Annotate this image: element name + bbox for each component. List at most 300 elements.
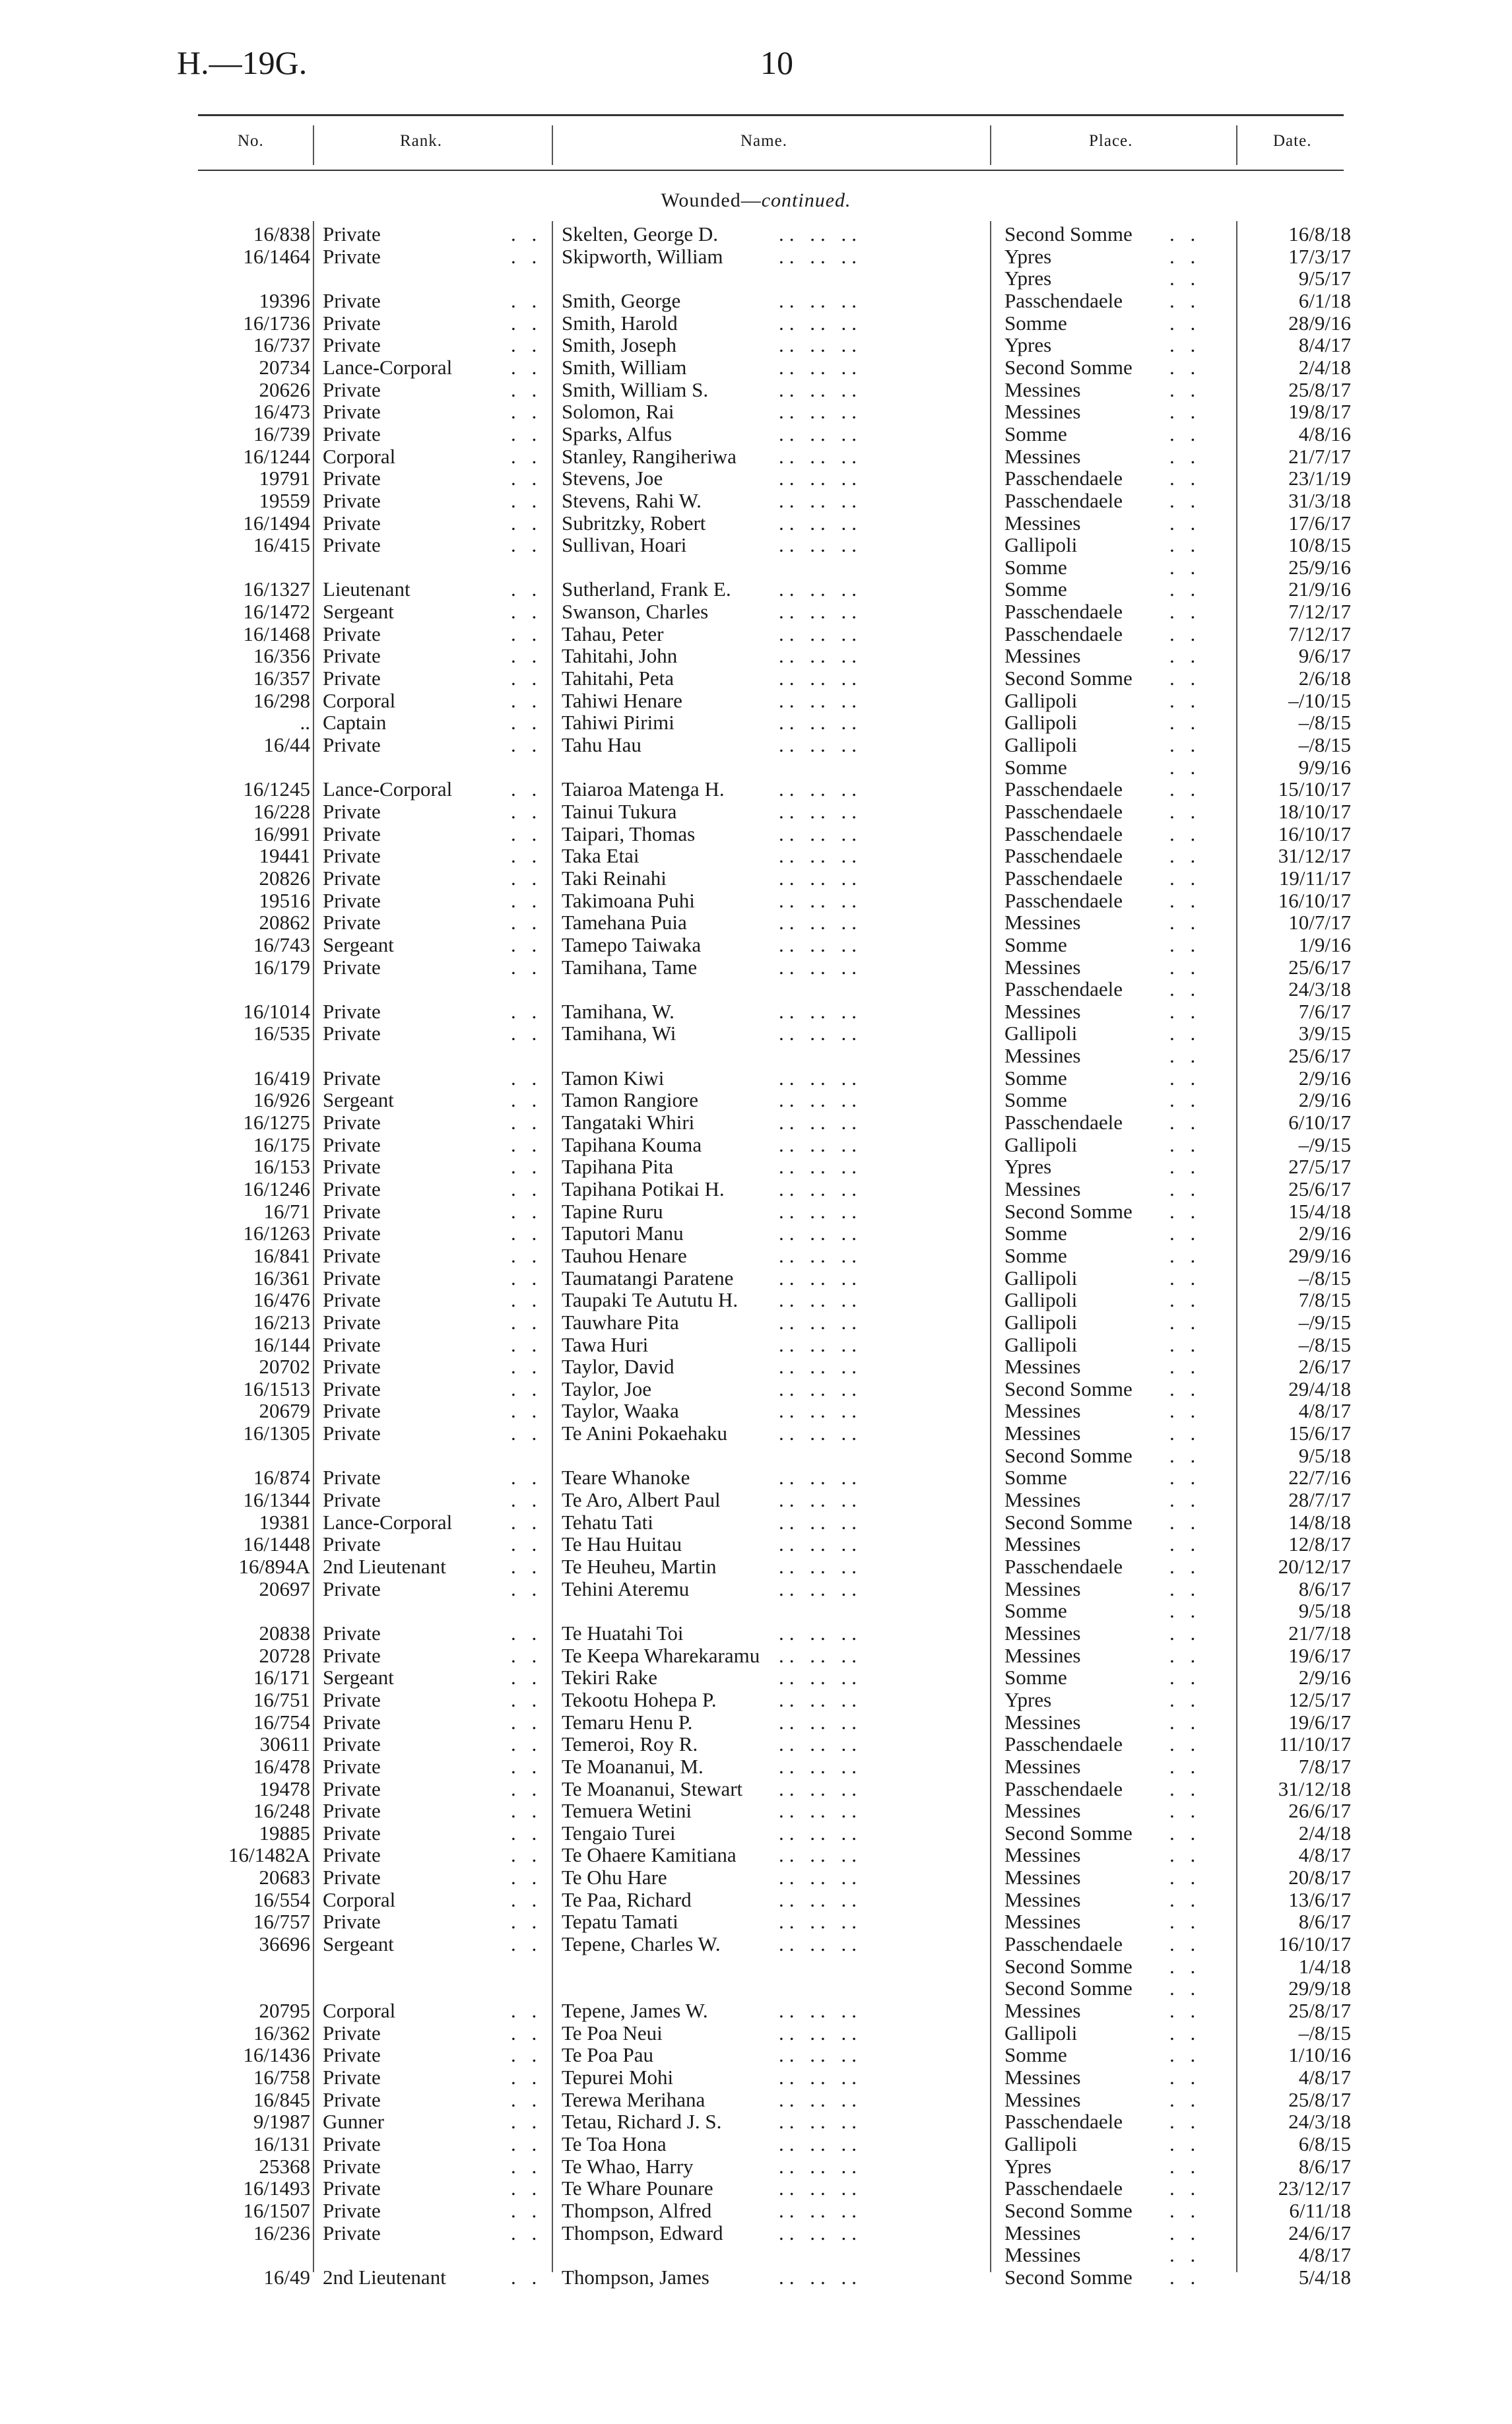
leader-dots: .. .. .. (779, 1266, 862, 1290)
entry-number: 16/739 (253, 422, 310, 445)
entry-place: Second Somme (1004, 1377, 1133, 1400)
entry-number: 16/1344 (243, 1488, 310, 1512)
leader-dots: .. .. .. (779, 911, 862, 934)
leader-dots: . . (511, 688, 542, 712)
entry-rank: Private (323, 2221, 381, 2244)
table-row (0, 1556, 1512, 1577)
leader-dots: . . (1169, 577, 1201, 601)
entry-rank: Private (323, 1466, 381, 1490)
table-row (0, 1733, 1512, 1755)
table-row (0, 467, 1512, 489)
leader-dots: . . (1169, 999, 1201, 1023)
entry-place: Passchendaele (1004, 799, 1123, 823)
entry-rank: Lance-Corporal (323, 777, 453, 801)
leader-dots: .. .. .. (779, 1155, 862, 1179)
entry-name: Tamehana Puia (562, 911, 687, 934)
leader-dots: . . (511, 1377, 542, 1400)
entry-rank: Private (323, 1155, 381, 1179)
table-row (0, 1200, 1512, 1222)
leader-dots: . . (1169, 688, 1201, 712)
entry-date: 12/5/17 (1288, 1687, 1351, 1711)
table-row (0, 2022, 1512, 2044)
leader-dots: . . (511, 1199, 542, 1223)
leader-dots: . . (1169, 2110, 1201, 2134)
entry-number: 16/473 (253, 400, 310, 424)
entry-place: Passchendaele (1004, 1777, 1123, 1800)
entry-date: 6/1/18 (1298, 288, 1351, 312)
entry-rank: Private (323, 1199, 381, 1223)
table-row (0, 1445, 1512, 1466)
entry-rank: Private (323, 1488, 381, 1512)
entry-date: 24/3/18 (1288, 2110, 1351, 2134)
entry-name: Taumatangi Paratene (562, 1266, 734, 1290)
entry-date: 2/6/18 (1298, 667, 1351, 690)
table-row (0, 1178, 1512, 1200)
leader-dots: . . (1169, 2243, 1201, 2267)
entry-number: 16/535 (253, 1022, 310, 1045)
leader-dots: .. .. .. (779, 1510, 862, 1534)
entry-place: Gallipoli (1004, 2132, 1078, 2155)
entry-number: 16/751 (253, 1687, 310, 1711)
column-header-rank: Rank. (400, 132, 443, 150)
entry-name: Tamihana, Wi (562, 1022, 676, 1045)
leader-dots: . . (1169, 1643, 1201, 1667)
entry-place: Ypres (1004, 244, 1052, 268)
entry-number: 19381 (259, 1510, 310, 1534)
table-row (0, 1245, 1512, 1266)
entry-name: Terewa Merihana (562, 2087, 706, 2111)
leader-dots: . . (511, 888, 542, 912)
leader-dots: .. .. .. (779, 377, 862, 401)
leader-dots: . . (1169, 1910, 1201, 1934)
entry-date: 22/7/16 (1288, 1466, 1351, 1490)
leader-dots: .. .. .. (779, 1222, 862, 1245)
leader-dots: . . (511, 799, 542, 823)
leader-dots: .. .. .. (779, 511, 862, 535)
entry-rank: Private (323, 1288, 381, 1312)
leader-dots: . . (511, 288, 542, 312)
leader-dots: . . (1169, 1932, 1201, 1955)
entry-date: 7/8/17 (1298, 1754, 1351, 1778)
entry-name: Smith, William S. (562, 377, 709, 401)
entry-place: Messines (1004, 1754, 1081, 1778)
entry-place: Ypres (1004, 267, 1052, 290)
leader-dots: .. .. .. (779, 1488, 862, 1512)
entry-rank: Private (323, 1177, 381, 1200)
leader-dots: . . (511, 1466, 542, 1490)
entry-name: Tapihana Potikai H. (562, 1177, 725, 1200)
leader-dots: . . (511, 355, 542, 379)
entry-name: Subritzky, Robert (562, 511, 706, 535)
leader-dots: . . (1169, 288, 1201, 312)
leader-dots: .. .. .. (779, 1732, 862, 1756)
leader-dots: .. .. .. (779, 1555, 862, 1578)
entry-rank: Corporal (323, 444, 396, 468)
table-row (0, 801, 1512, 822)
table-row (0, 290, 1512, 311)
entry-name: Stanley, Rangiheriwa (562, 444, 737, 468)
entry-number: 36696 (259, 1932, 310, 1955)
entry-name: Taipari, Thomas (562, 822, 696, 845)
leader-dots: .. .. .. (779, 222, 862, 246)
table-row (0, 1600, 1512, 1621)
entry-name: Thompson, Edward (562, 2221, 723, 2244)
table-row (0, 1222, 1512, 1244)
leader-dots: .. .. .. (779, 777, 862, 801)
leader-dots: . . (511, 1243, 542, 1267)
leader-dots: . . (511, 2221, 542, 2244)
leader-dots: . . (1169, 467, 1201, 490)
entry-rank: Private (323, 1266, 381, 1290)
table-row (0, 1533, 1512, 1555)
leader-dots: . . (1169, 1599, 1201, 1623)
entry-name: Sullivan, Hoari (562, 533, 687, 557)
entry-place: Ypres (1004, 333, 1052, 357)
entry-date: 20/8/17 (1288, 1866, 1351, 1889)
leader-dots: . . (1169, 400, 1201, 424)
entry-number: 16/357 (253, 667, 310, 690)
leader-dots: . . (1169, 1555, 1201, 1578)
leader-dots: . . (1169, 1111, 1201, 1134)
entry-place: Messines (1004, 400, 1081, 424)
leader-dots: .. .. .. (779, 799, 862, 823)
leader-dots: .. .. .. (779, 400, 862, 424)
entry-place: Messines (1004, 1887, 1081, 1911)
entry-rank: Private (323, 2198, 381, 2222)
table-row (0, 1267, 1512, 1289)
leader-dots: .. .. .. (779, 1577, 862, 1600)
entry-place: Gallipoli (1004, 1266, 1078, 1290)
entry-rank: Sergeant (323, 1932, 394, 1955)
entry-name: Tepene, James W. (562, 1999, 708, 2022)
leader-dots: .. .. .. (779, 600, 862, 623)
leader-dots: . . (1169, 1687, 1201, 1711)
leader-dots: . . (511, 1266, 542, 1290)
leader-dots: .. .. .. (779, 1710, 862, 1734)
entry-name: Takimoana Puhi (562, 888, 695, 912)
leader-dots: . . (1169, 1621, 1201, 1645)
leader-dots: . . (511, 1399, 542, 1423)
entry-number: 20838 (259, 1621, 310, 1645)
entry-place: Messines (1004, 444, 1081, 468)
entry-number: 9/1987 (253, 2110, 310, 2134)
leader-dots: . . (1169, 1799, 1201, 1823)
leader-dots: . . (511, 1932, 542, 1955)
entry-number: 16/476 (253, 1288, 310, 1312)
table-row (0, 667, 1512, 689)
entry-place: Messines (1004, 2243, 1081, 2267)
table-row (0, 312, 1512, 334)
entry-name: Te Moananui, Stewart (562, 1777, 743, 1800)
entry-place: Gallipoli (1004, 733, 1078, 756)
entry-place: Passchendaele (1004, 1555, 1123, 1578)
entry-rank: Private (323, 911, 381, 934)
table-row (0, 1378, 1512, 1400)
entry-date: 27/5/17 (1288, 1155, 1351, 1179)
entry-rank: Private (323, 2043, 381, 2067)
leader-dots: . . (511, 1355, 542, 1379)
entry-number: 16/228 (253, 799, 310, 823)
entry-rank: Private (323, 422, 381, 445)
leader-dots: .. .. .. (779, 488, 862, 512)
entry-date: 11/10/17 (1278, 1732, 1351, 1756)
table-row (0, 1955, 1512, 1977)
entry-number: 16/874 (253, 1466, 310, 1490)
leader-dots: . . (511, 1999, 542, 2022)
entry-date: –/8/15 (1298, 1332, 1351, 1356)
entry-place: Passchendaele (1004, 866, 1123, 890)
leader-dots: . . (1169, 355, 1201, 379)
entry-date: 7/12/17 (1288, 600, 1351, 623)
entry-rank: Private (323, 955, 381, 979)
entry-number: 16/1468 (243, 622, 310, 645)
leader-dots: .. .. .. (779, 1866, 862, 1889)
table-row (0, 356, 1512, 378)
entry-place: Messines (1004, 1866, 1081, 1889)
entry-place: Gallipoli (1004, 711, 1078, 735)
entry-place: Second Somme (1004, 1954, 1133, 1978)
leader-dots: . . (511, 577, 542, 601)
leader-dots: .. .. .. (779, 2198, 862, 2222)
entry-name: Te Heuheu, Martin (562, 1555, 717, 1578)
entry-name: Tepurei Mohi (562, 2065, 674, 2089)
leader-dots: . . (511, 1022, 542, 1045)
entry-date: 31/12/18 (1278, 1777, 1351, 1800)
entry-date: 4/8/17 (1298, 1843, 1351, 1867)
entry-date: –/9/15 (1298, 1310, 1351, 1334)
entry-name: Te Keepa Wharekaramu (562, 1643, 760, 1667)
entry-name: Skelten, George D. (562, 222, 719, 246)
leader-dots: . . (511, 467, 542, 490)
leader-dots: .. .. .. (779, 1887, 862, 1911)
entry-date: 2/4/18 (1298, 1821, 1351, 1845)
leader-dots: . . (511, 1754, 542, 1778)
leader-dots: . . (1169, 2132, 1201, 2155)
leader-dots: .. .. .. (779, 644, 862, 668)
entry-place: Somme (1004, 1666, 1067, 1689)
entry-date: –/8/15 (1298, 1266, 1351, 1290)
leader-dots: .. .. .. (779, 1843, 862, 1867)
leader-dots: . . (511, 422, 542, 445)
leader-dots: . . (511, 488, 542, 512)
entry-place: Passchendaele (1004, 977, 1123, 1001)
entry-number: 19559 (259, 488, 310, 512)
entry-place: Messines (1004, 2221, 1081, 2244)
entry-place: Ypres (1004, 2154, 1052, 2178)
entry-name: Taki Reinahi (562, 866, 667, 890)
leader-dots: . . (1169, 622, 1201, 645)
entry-date: 1/10/16 (1288, 2043, 1351, 2067)
leader-dots: . . (1169, 955, 1201, 979)
column-divider (313, 125, 314, 165)
leader-dots: . . (511, 2065, 542, 2089)
leader-dots: . . (511, 1821, 542, 1845)
leader-dots: .. .. .. (779, 1132, 862, 1156)
entry-number: 16/757 (253, 1910, 310, 1934)
leader-dots: . . (1169, 488, 1201, 512)
entry-rank: Private (323, 1332, 381, 1356)
table-row (0, 401, 1512, 422)
entry-rank: Private (323, 1111, 381, 1134)
leader-dots: .. .. .. (779, 2132, 862, 2155)
leader-dots: . . (1169, 866, 1201, 890)
entry-number: 16/71 (263, 1199, 310, 1223)
entry-date: 2/9/16 (1298, 1066, 1351, 1090)
entry-rank: Private (323, 333, 381, 357)
entry-place: Somme (1004, 577, 1067, 601)
entry-rank: Private (323, 644, 381, 668)
leader-dots: . . (1169, 1777, 1201, 1800)
leader-dots: .. .. .. (779, 688, 862, 712)
leader-dots: . . (1169, 1887, 1201, 1911)
entry-name: Smith, George (562, 288, 681, 312)
leader-dots: . . (1169, 2043, 1201, 2067)
entry-rank: Private (323, 1422, 381, 1445)
leader-dots: . . (1169, 1754, 1201, 1778)
entry-rank: Private (323, 799, 381, 823)
entry-number: 16/1327 (243, 577, 310, 601)
column-divider (1236, 125, 1237, 165)
column-header-place: Place. (1089, 132, 1133, 150)
entry-number: 20826 (259, 866, 310, 890)
entry-place: Messines (1004, 2087, 1081, 2111)
leader-dots: . . (1169, 1243, 1201, 1267)
entry-place: Messines (1004, 511, 1081, 535)
leader-dots: . . (1169, 2065, 1201, 2089)
table-row (0, 246, 1512, 267)
leader-dots: .. .. .. (779, 1399, 862, 1423)
leader-dots: . . (1169, 1310, 1201, 1334)
leader-dots: . . (1169, 1999, 1201, 2022)
leader-dots: . . (1169, 1132, 1201, 1156)
leader-dots: . . (1169, 1288, 1201, 1312)
table-row (0, 778, 1512, 800)
leader-dots: . . (1169, 422, 1201, 445)
leader-dots: . . (511, 2087, 542, 2111)
entry-rank: Private (323, 1132, 381, 1156)
leader-dots: . . (1169, 1199, 1201, 1223)
entry-place: Passchendaele (1004, 822, 1123, 845)
leader-dots: . . (511, 1222, 542, 1245)
leader-dots: .. .. .. (779, 2221, 862, 2244)
entry-number: 16/743 (253, 933, 310, 956)
entry-date: 9/9/16 (1298, 755, 1351, 779)
table-header-rule (198, 170, 1344, 171)
entry-date: 28/9/16 (1288, 311, 1351, 335)
entry-number: 16/1245 (243, 777, 310, 801)
table-row (0, 734, 1512, 756)
leader-dots: . . (1169, 377, 1201, 401)
entry-date: 21/7/17 (1288, 444, 1351, 468)
entry-number: 16/478 (253, 1754, 310, 1778)
entry-rank: Private (323, 1621, 381, 1645)
entry-number: 19396 (259, 288, 310, 312)
table-row (0, 2244, 1512, 2266)
entry-name: Tehatu Tati (562, 1510, 653, 1534)
table-row (0, 1156, 1512, 1177)
leader-dots: . . (511, 1555, 542, 1578)
entry-date: –/9/15 (1298, 1132, 1351, 1156)
entry-date: 2/9/16 (1298, 1222, 1351, 1245)
entry-name: Te Hau Huitau (562, 1532, 682, 1556)
leader-dots: . . (511, 644, 542, 668)
entry-rank: Private (323, 999, 381, 1023)
entry-name: Tetau, Richard J. S. (562, 2110, 722, 2134)
table-row (0, 867, 1512, 889)
leader-dots: .. .. .. (779, 2154, 862, 2178)
column-divider (990, 125, 991, 165)
entry-rank: Private (323, 1910, 381, 1934)
leader-dots: . . (511, 2154, 542, 2178)
entry-date: 9/5/17 (1298, 267, 1351, 290)
leader-dots: . . (511, 2021, 542, 2045)
entry-place: Somme (1004, 311, 1067, 335)
table-row (0, 2200, 1512, 2221)
entry-name: Smith, Joseph (562, 333, 676, 357)
leader-dots: . . (1169, 1466, 1201, 1490)
entry-rank: Private (323, 822, 381, 845)
entry-number: 16/1246 (243, 1177, 310, 1200)
leader-dots: . . (511, 999, 542, 1023)
entry-date: 9/6/17 (1298, 644, 1351, 668)
entry-rank: Private (323, 400, 381, 424)
table-row (0, 690, 1512, 711)
entry-date: 19/6/17 (1288, 1643, 1351, 1667)
table-row (0, 1334, 1512, 1356)
entry-rank: Lance-Corporal (323, 1510, 453, 1534)
entry-date: 19/11/17 (1278, 866, 1351, 890)
table-row (0, 2266, 1512, 2288)
entry-name: Tainui Tukura (562, 799, 677, 823)
leader-dots: .. .. .. (779, 711, 862, 735)
leader-dots: . . (1169, 1399, 1201, 1423)
entry-name: Tauwhare Pita (562, 1310, 679, 1334)
entry-place: Messines (1004, 1643, 1081, 1667)
entry-date: 28/7/17 (1288, 1488, 1351, 1512)
entry-date: 9/5/18 (1298, 1443, 1351, 1467)
entry-place: Second Somme (1004, 1977, 1133, 2000)
entry-place: Passchendaele (1004, 467, 1123, 490)
leader-dots: . . (1169, 2021, 1201, 2045)
entry-number: 20683 (259, 1866, 310, 1889)
entry-date: 7/12/17 (1288, 622, 1351, 645)
table-row (0, 711, 1512, 733)
entry-place: Messines (1004, 644, 1081, 668)
entry-name: Tapine Ruru (562, 1199, 663, 1223)
table-row (0, 934, 1512, 956)
entry-rank: Captain (323, 711, 387, 735)
leader-dots: .. .. .. (779, 1621, 862, 1645)
leader-dots: .. .. .. (779, 955, 862, 979)
entry-date: 6/11/18 (1289, 2198, 1351, 2222)
table-row (0, 2155, 1512, 2177)
entry-number: 16/1507 (243, 2198, 310, 2222)
entry-date: –/8/15 (1298, 733, 1351, 756)
leader-dots: . . (511, 333, 542, 357)
entry-place: Gallipoli (1004, 2021, 1078, 2045)
entry-date: 15/10/17 (1278, 777, 1351, 801)
column-header-no: No. (238, 132, 264, 150)
leader-dots: .. .. .. (779, 1355, 862, 1379)
entry-number: 19791 (259, 467, 310, 490)
entry-date: –/10/15 (1288, 688, 1351, 712)
entry-rank: Private (323, 288, 381, 312)
entry-number: 16/1494 (243, 511, 310, 535)
table-row (0, 1889, 1512, 1911)
leader-dots: .. .. .. (779, 822, 862, 845)
entry-date: 25/8/17 (1288, 1999, 1351, 2022)
entry-date: 23/12/17 (1278, 2177, 1351, 2200)
